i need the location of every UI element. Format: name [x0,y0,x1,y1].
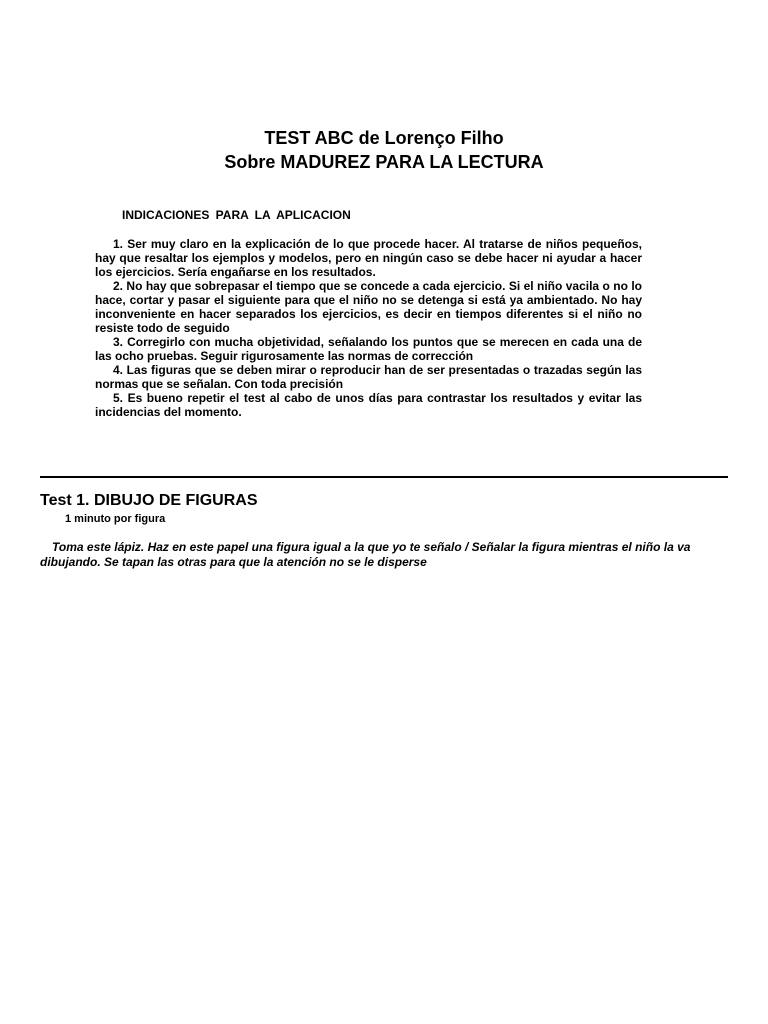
indicacion-item-2: 2. No hay que sobrepasar el tiempo que se concede a cada ejercicio. Si el niño vacila o no lo hace, cortar y pasar el siguiente para que el niño no se detenga si está ya ambientado. No hay inconveniente en hacer separados los ejercicios, es decir en tiempos diferentes si el niño no resiste todo de seguido [95,279,642,335]
indicacion-item-1: 1. Ser muy claro en la explicación de lo que procede hacer. Al tratarse de niños pequeños, hay que resaltar los ejemplos y modelos, pero en ningún caso se debe hacer ni ayudar a hacer los ejercicios. Sería engañarse en los resultados. [95,237,642,279]
document-subtitle: Sobre MADUREZ PARA LA LECTURA [224,152,544,172]
indicacion-item-4: 4. Las figuras que se deben mirar o reproducir han de ser presentadas o trazadas según las normas que se señalan. Con toda precisión [95,363,642,391]
section-divider [40,476,728,478]
indicacion-item-3: 3. Corregirlo con mucha objetividad, señalando los puntos que se merecen en cada una de las ocho pruebas. Seguir rigurosamente las normas de corrección [95,335,642,363]
test1-instruction [40,540,726,570]
indicaciones-heading: INDICACIONES PARA LA APLICACION [122,208,351,222]
test1-instruction-text: Toma este lápiz. Haz en este papel una figura igual a la que yo te señalo / Señalar la figura mientras el niño la va dibujando. Se tapan las otras para que la atención no se le disperse [40,540,691,569]
indicacion-item-5: 5. Es bueno repetir el test al cabo de unos días para contrastar los resultados y evitar las incidencias del momento. [95,391,642,419]
test1-title: Test 1. DIBUJO DE FIGURAS [40,492,258,509]
test1-time-note: 1 minuto por figura [65,513,166,525]
indicaciones-list [95,237,642,419]
document-title: TEST ABC de Lorenço Filho [264,128,504,148]
